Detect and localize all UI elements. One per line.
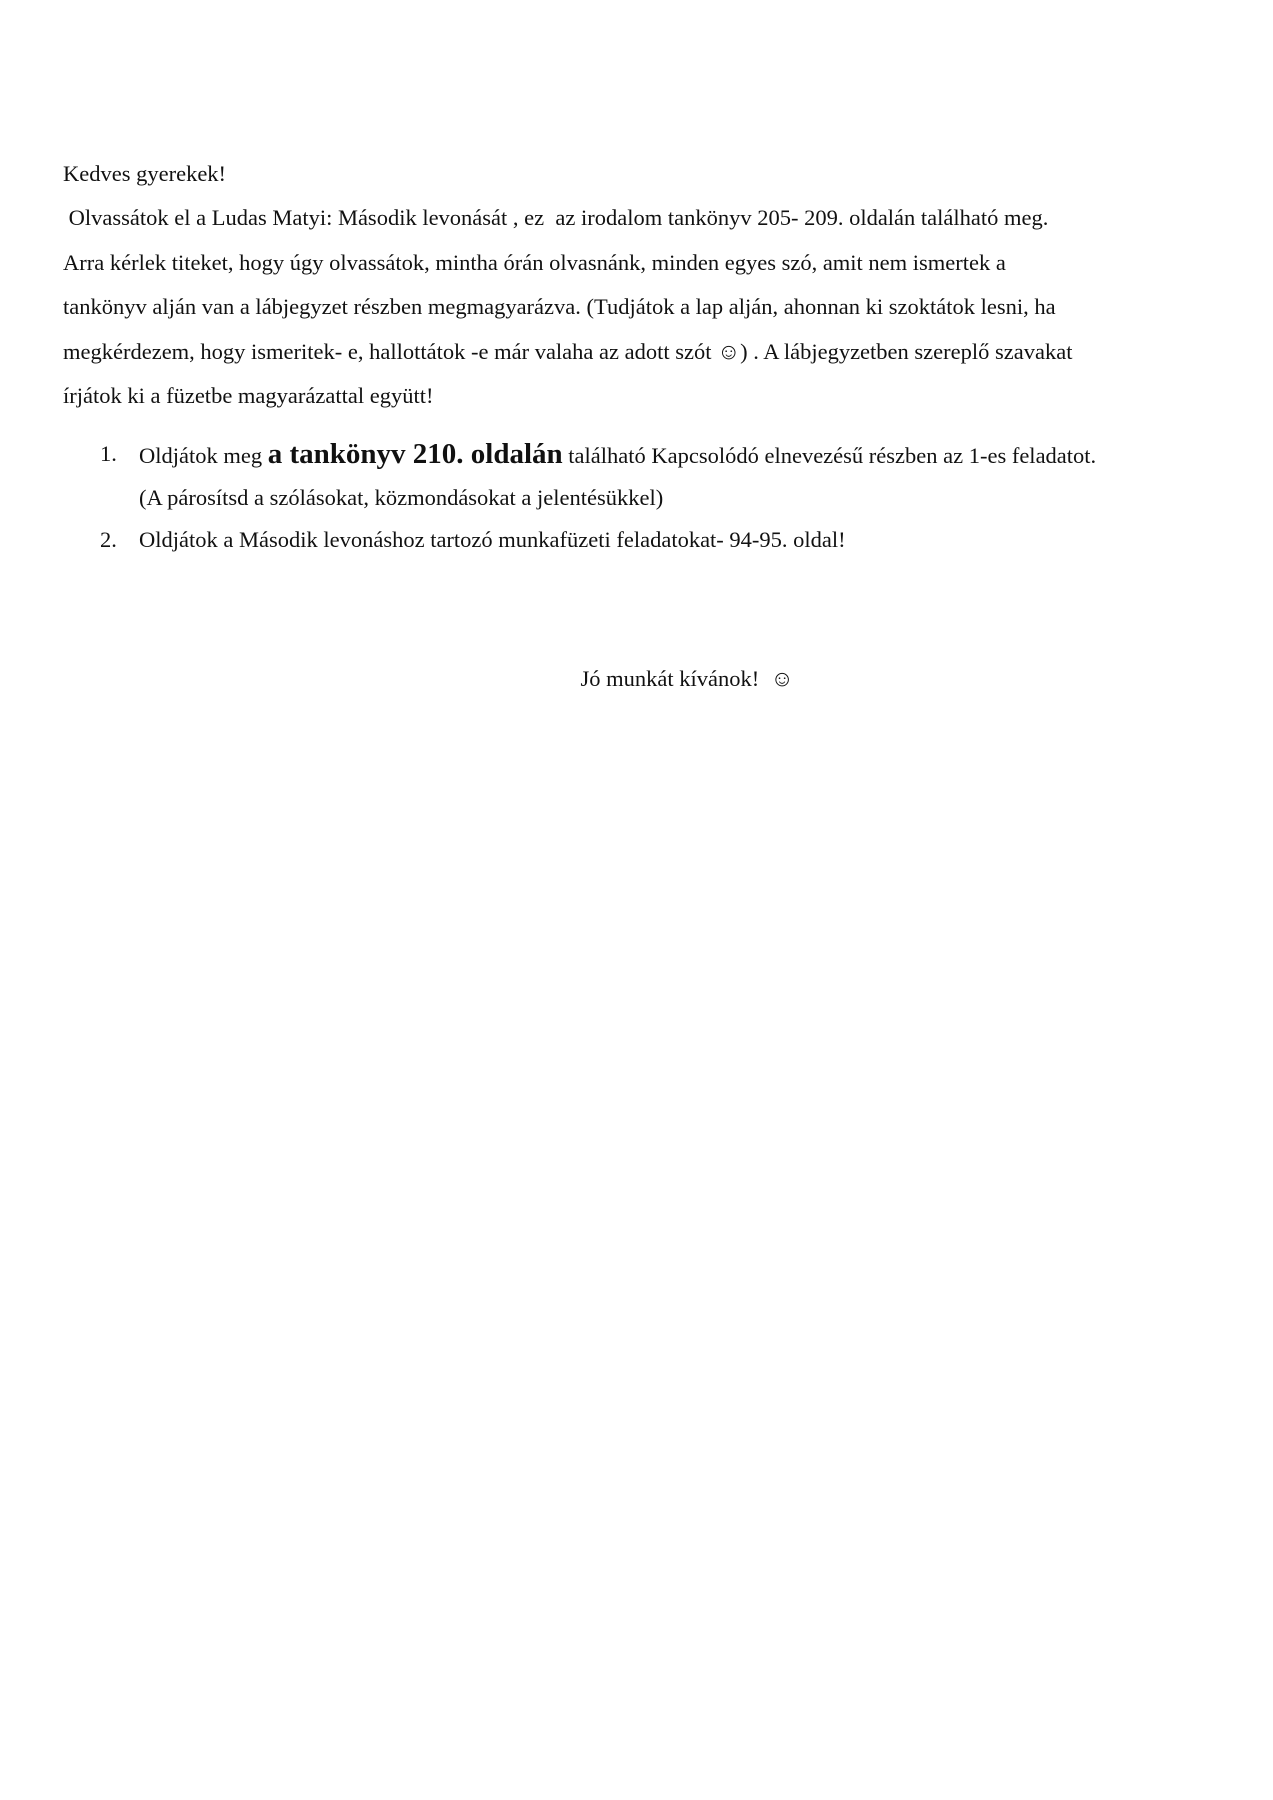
task-text-after: található Kapcsolódó elnevezésű részben az 1-es feladatot.	[562, 442, 1097, 468]
task-item	[63, 519, 1223, 561]
intro-line: írjátok ki a füzetbe magyarázattal együtt!	[63, 383, 434, 408]
task-note: (A párosítsd a szólásokat, közmondásokat a jelentésükkel)	[139, 484, 664, 510]
intro-line: Olvassátok el a Ludas Matyi: Második levonását , ez az irodalom tankönyv 205- 209. oldalán található meg.	[63, 205, 1049, 230]
intro-line: megkérdezem, hogy ismeritek- e, hallottátok -e már valaha az adott szót ☺) . A lábjegyzetben szereplő szavakat	[63, 338, 1073, 364]
greeting: Kedves gyerekek!	[63, 161, 227, 186]
task-item	[63, 433, 1223, 519]
closing-line: Jó munkát kívánok! ☺	[580, 666, 794, 691]
task-text-before: Oldjátok meg	[139, 442, 268, 468]
task-number: 1.	[100, 440, 117, 466]
task-emphasis: a tankönyv 210. oldalán	[267, 437, 563, 470]
intro-line: tankönyv alján van a lábjegyzet részben megmagyarázva. (Tudjátok a lap alján, ahonnan ki szoktátok lesni, ha	[63, 294, 1056, 319]
task-list	[63, 433, 1223, 561]
task-text: Oldjátok a Második levonáshoz tartozó munkafüzeti feladatokat- 94-95. oldal!	[139, 526, 846, 552]
task-text	[139, 433, 1223, 477]
intro-paragraph	[63, 196, 1223, 419]
task-number: 2.	[100, 526, 117, 552]
document-page	[63, 152, 1223, 691]
intro-line: Arra kérlek titeket, hogy úgy olvassátok, mintha órán olvasnánk, minden egyes szó, amit nem ismertek a	[63, 249, 1006, 275]
